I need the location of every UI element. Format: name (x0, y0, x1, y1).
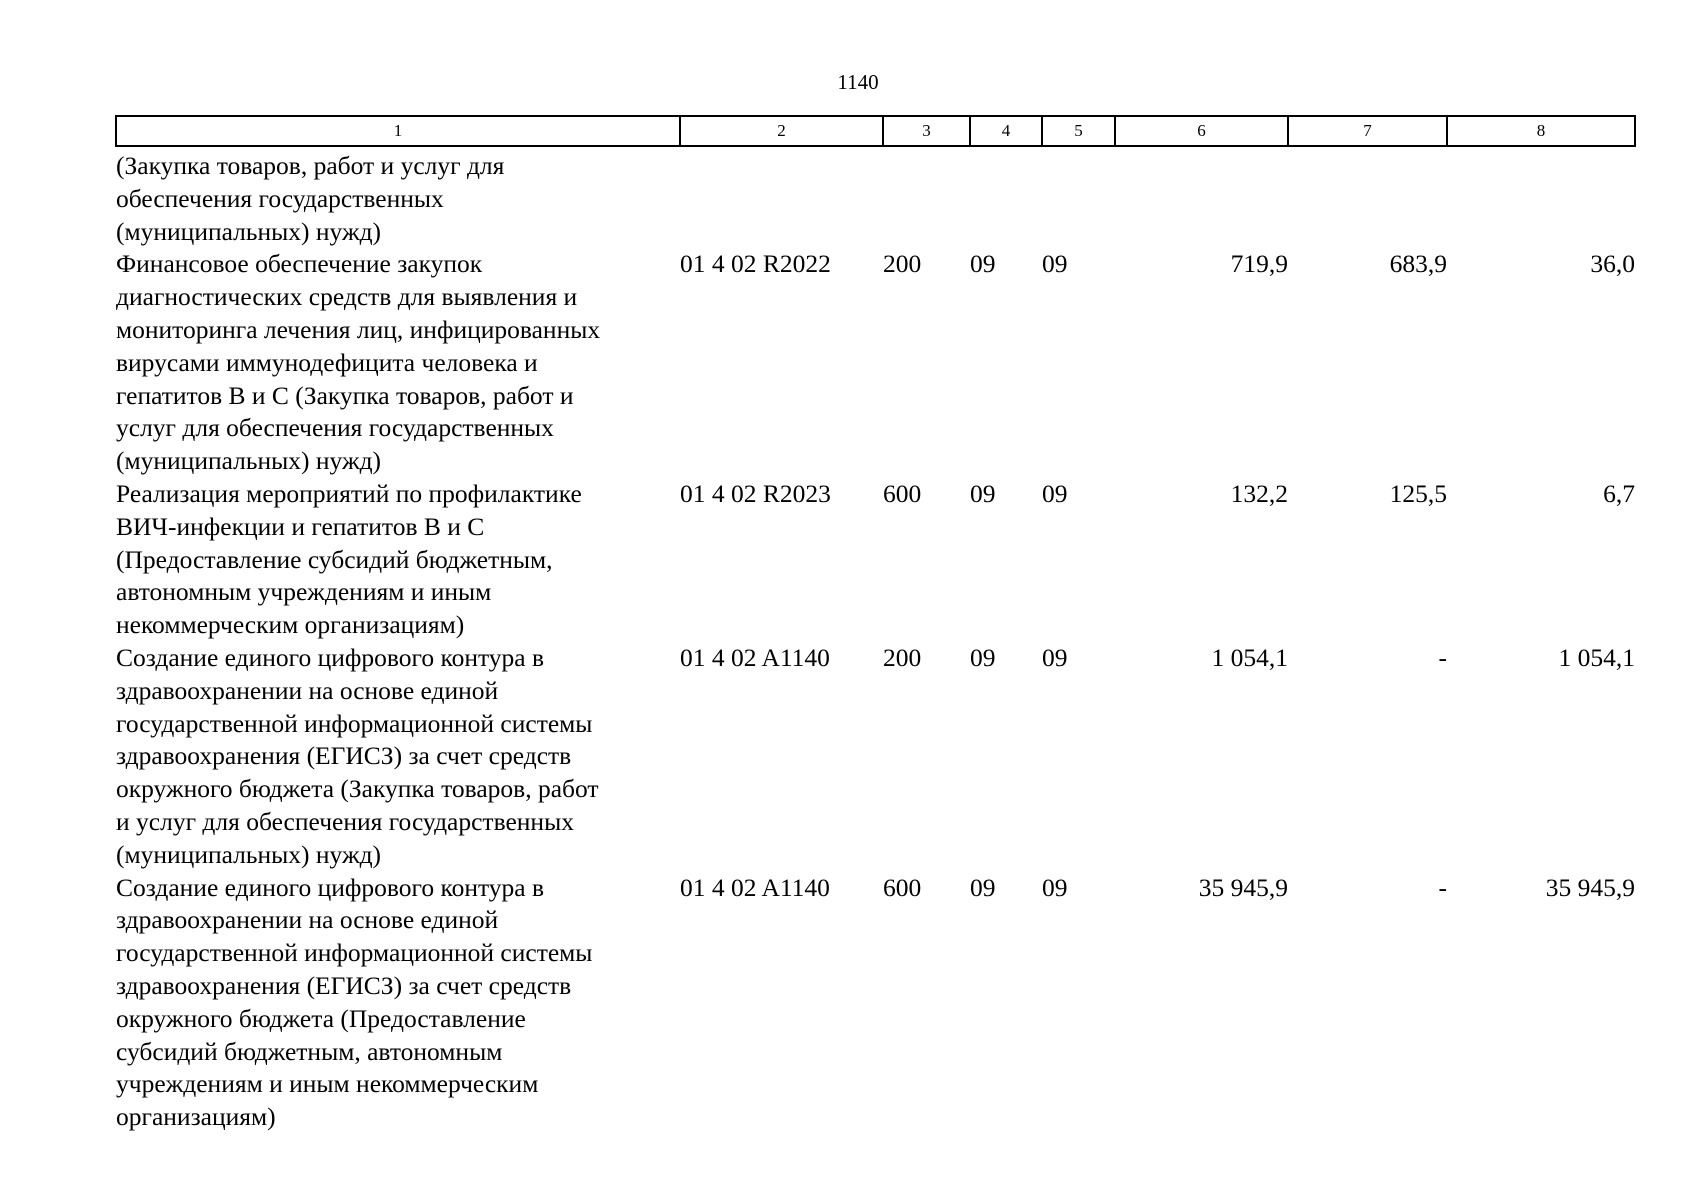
row-description: (Закупка товаров, работ и услуг для обеспечения государственных (муниципальных) нужд) (116, 151, 505, 246)
target-article-code: 01 4 02 R2022 (680, 249, 831, 279)
expense-type-code (883, 146, 970, 248)
page-number: 1140 (837, 70, 879, 94)
row-description: Финансовое обеспечение закупок диагностических средств для выявления и мониторинга лечения лиц, инфицированных вирусами иммунодефицита человека и гепатитов В и С (Закупка товаров, работ и услуг для обеспечения государственных (муниципальных) нужд) (116, 249, 601, 476)
target-article-code (680, 146, 883, 248)
column-header: 1 (116, 116, 680, 146)
column-header: 3 (883, 116, 970, 146)
expense-type-code: 200 (883, 642, 922, 672)
subsection-code: 09 (1042, 249, 1068, 279)
section-code (970, 146, 1042, 248)
column-header: 2 (680, 116, 883, 146)
amount-column-7: 125,5 (1389, 478, 1447, 508)
target-article-code: 01 4 02 R2023 (680, 478, 831, 508)
table-row (116, 146, 1635, 248)
target-article-code: 01 4 02 A1140 (680, 872, 830, 902)
column-header: 4 (970, 116, 1042, 146)
subsection-code: 09 (1042, 642, 1068, 672)
amount-total (1115, 146, 1288, 248)
amount-column-7: - (1438, 642, 1447, 672)
section-code: 09 (970, 872, 996, 902)
column-header: 6 (1115, 116, 1288, 146)
amount-total: 35 945,9 (1198, 872, 1288, 902)
amount-column-8: 6,7 (1603, 478, 1635, 508)
amount-column-7: - (1438, 872, 1447, 902)
amount-column-7: 683,9 (1389, 249, 1447, 279)
amount-total: 132,2 (1230, 478, 1288, 508)
expense-type-code: 600 (883, 872, 922, 902)
subsection-code (1042, 146, 1115, 248)
expense-type-code: 200 (883, 249, 922, 279)
amount-total: 719,9 (1230, 249, 1288, 279)
section-code: 09 (970, 249, 996, 279)
column-header: 7 (1288, 116, 1447, 146)
column-header: 5 (1042, 116, 1115, 146)
section-code: 09 (970, 642, 996, 672)
amount-column-8 (1447, 146, 1635, 248)
amount-total: 1 054,1 (1211, 642, 1288, 672)
table-row (116, 642, 1635, 872)
target-article-code: 01 4 02 A1140 (680, 642, 830, 672)
column-number-row (116, 116, 1635, 146)
amount-column-8: 36,0 (1590, 249, 1635, 279)
section-code: 09 (970, 478, 996, 508)
expense-type-code: 600 (883, 478, 922, 508)
amount-column-7 (1288, 146, 1447, 248)
row-description: Создание единого цифрового контура в здравоохранении на основе единой государственной информационной системы здравоохранения (ЕГИСЗ) за счет средств окружного бюджета (Закупка товаров, работ и услуг для обеспечения государственных (муниципальных) нужд) (116, 642, 599, 869)
amount-column-8: 1 054,1 (1558, 642, 1635, 672)
table-row (116, 248, 1635, 478)
amount-column-8: 35 945,9 (1545, 872, 1635, 902)
column-header: 8 (1447, 116, 1635, 146)
table-row (116, 872, 1635, 1134)
row-description: Реализация мероприятий по профилактике ВИЧ-инфекции и гепатитов В и С (Предоставление субсидий бюджетным, автономным учреждениям и иным некоммерческим организациям) (116, 478, 582, 640)
row-description: Создание единого цифрового контура в здравоохранении на основе единой государственной информационной системы здравоохранения (ЕГИСЗ) за счет средств окружного бюджета (Предоставление субсидий бюджетным, автономным учреждениям и иным некоммерческим организациям) (116, 872, 593, 1132)
subsection-code: 09 (1042, 478, 1068, 508)
budget-table (115, 115, 1636, 1134)
table-row (116, 478, 1635, 642)
subsection-code: 09 (1042, 872, 1068, 902)
